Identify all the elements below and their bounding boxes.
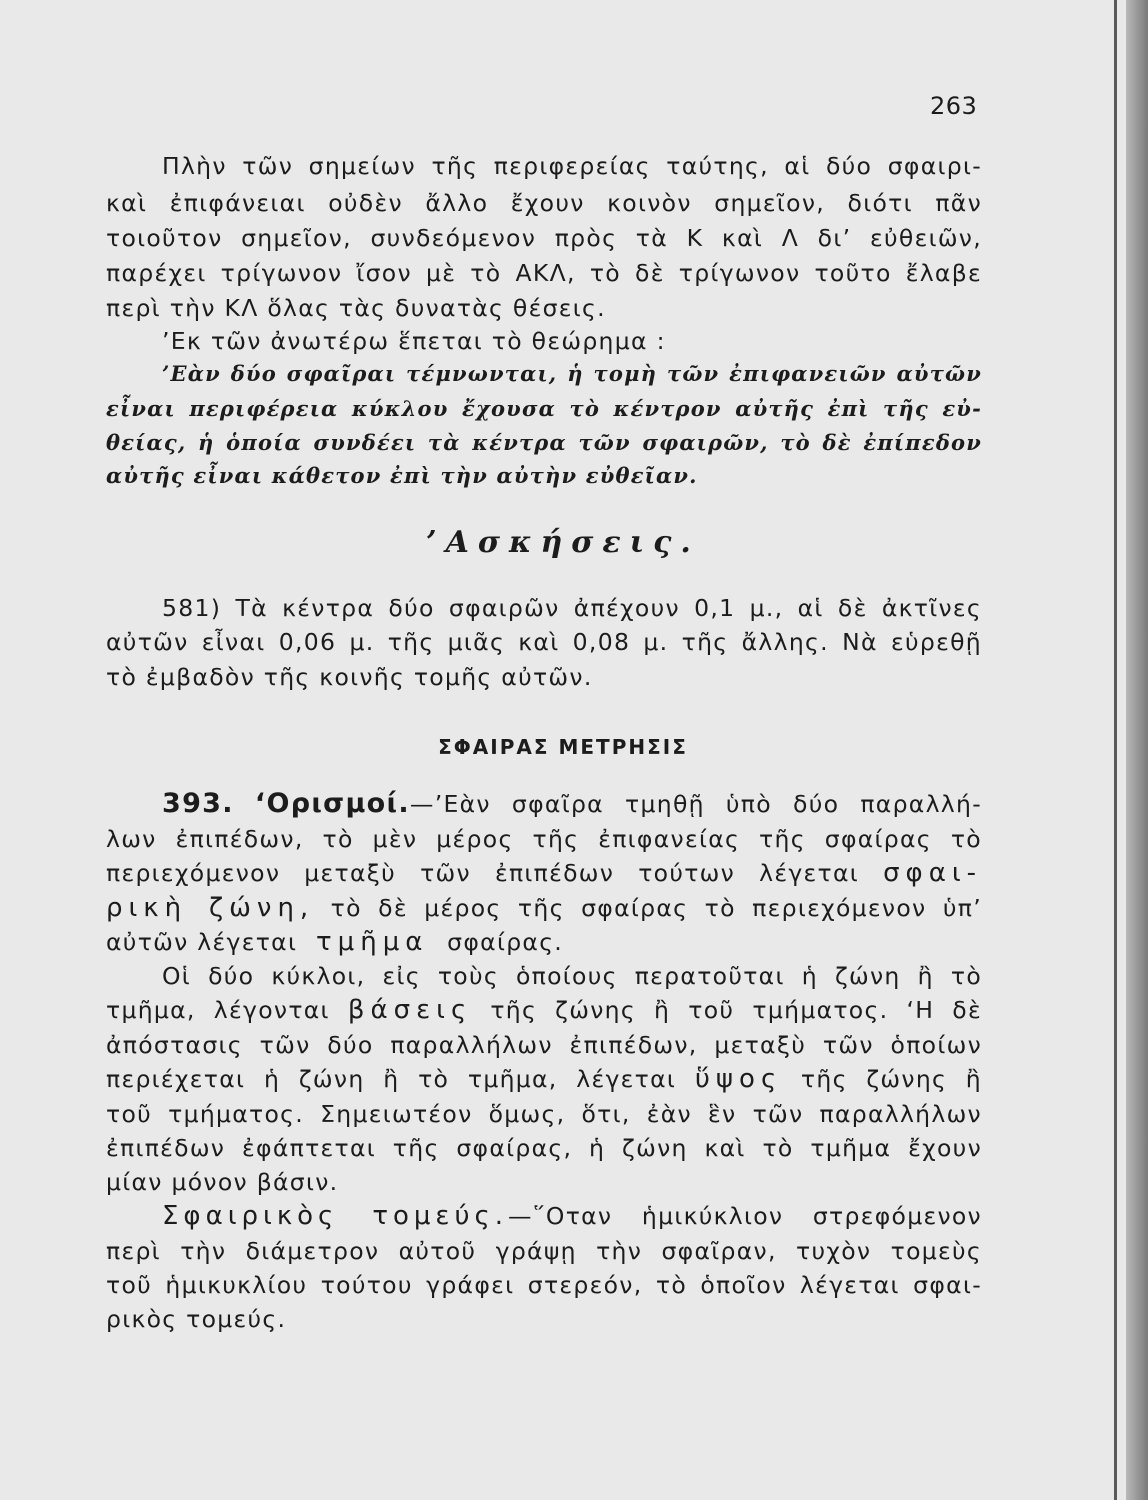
bases-line-2-rest: τῆς ζώνης ἢ τοῦ τμήματος. ‘Η δὲ [490, 996, 982, 1024]
exercises-heading: ’Ασκήσεις. [426, 525, 700, 560]
definitions-line-2: λων ἐπιπέδων, τὸ μὲν μέρος τῆς ἐπιφανείας τῆς σφαίρας τὸ [106, 825, 982, 853]
bases-line-6: ἐπιπέδων ἐφάπτεται τῆς σφαίρας, ἡ ζώνη καὶ τὸ τμῆμα ἔχουν [106, 1134, 982, 1162]
definitions-line-1 [162, 788, 982, 820]
bases-line-7: μίαν μόνον βάσιν. [106, 1168, 339, 1196]
sector-line-1 [162, 1200, 982, 1232]
page-number: 263 [930, 92, 978, 120]
sector-line-1-rest: —῞Οταν ἡμικύκλιον στρεφόμενον [508, 1202, 982, 1230]
term-bases: βάσεις [347, 995, 473, 1025]
bases-line-5: τοῦ τμήματος. Σημειωτέον ὅμως, ὅτι, ἐὰν ἓν τῶν παραλλήλων [106, 1100, 982, 1128]
definitions-title: ‘Ορισμοί. [254, 788, 410, 819]
sector-line-2: περὶ τὴν διάμετρον αὐτοῦ γράψῃ τὴν σφαῖραν, τυχὸν τομεὺς [106, 1237, 982, 1265]
definitions-line-3 [106, 857, 982, 889]
exercise-line-3: τὸ ἐμβαδὸν τῆς κοινῆς τομῆς αὐτῶν. [106, 663, 593, 691]
definitions-line-5 [106, 926, 563, 958]
bases-line-3: ἀπόστασις τῶν δύο παραλλήλων ἐπιπέδων, μεταξὺ τῶν ὁποίων [106, 1031, 982, 1059]
term-segment: τμῆμα [316, 927, 429, 957]
para1-line-5: περὶ τὴν ΚΛ ὅλας τὰς δυνατὰς θέσεις. [106, 294, 606, 322]
term-height: ὕψος [694, 1064, 783, 1094]
section-number: 393. [162, 788, 234, 819]
definitions-line-5-text: αὐτῶν λέγεται [106, 928, 298, 956]
definitions-line-4 [106, 892, 982, 924]
section-heading: ΣΦΑΙΡΑΣ ΜΕΤΡΗΣΙΣ [438, 735, 688, 759]
definitions-line-5-rest: σφαίρας. [447, 928, 564, 956]
sector-line-3: τοῦ ἡμικυκλίου τούτου γράφει στερεόν, τὸ ὁποῖον λέγεται σφαι- [106, 1271, 982, 1299]
term-spherical-zone-part2: ρικὴ ζώνη, [106, 893, 315, 923]
para1-line-3: τοιοῦτον σημεῖον, συνδεόμενον πρὸς τὰ Κ καὶ Λ δι’ εὐθειῶν, [106, 224, 982, 252]
definitions-line-1-rest: —’Εὰν σφαῖρα τμηθῇ ὑπὸ δύο παραλλή- [409, 790, 982, 818]
para1-line-1: Πλὴν τῶν σημείων τῆς περιφερείας ταύτης, αἱ δύο σφαιρι- [162, 152, 982, 180]
page-gutter-shadow [1126, 0, 1148, 1500]
theorem-line-3: θείας, ἡ ὁποία συνδέει τὰ κέντρα τῶν σφαιρῶν, τὸ δὲ ἐπίπεδον [106, 430, 982, 455]
theorem-intro: ’Εκ τῶν ἀνωτέρω ἕπεται τὸ θεώρημα : [162, 327, 666, 355]
theorem-line-1: ’Εὰν δύο σφαῖραι τέμνωνται, ἡ τομὴ τῶν ἐπιφανειῶν αὐτῶν [162, 361, 982, 386]
bases-line-2 [106, 994, 982, 1026]
exercise-line-1: 581) Τὰ κέντρα δύο σφαιρῶν ἀπέχουν 0,1 μ., αἱ δὲ ἀκτῖνες [162, 594, 982, 622]
exercise-line-2: αὐτῶν εἶναι 0,06 μ. τῆς μιᾶς καὶ 0,08 μ. τῆς ἄλλης. Νὰ εὑρεθῇ [106, 628, 982, 656]
theorem-line-2: εἶναι περιφέρεια κύκλου ἔχουσα τὸ κέντρον αὐτῆς ἐπὶ τῆς εὐ- [106, 396, 982, 421]
term-spherical-zone-part1: σφαι- [883, 858, 983, 888]
para1-line-4: παρέχει τρίγωνον ἴσον μὲ τὸ ΑΚΛ, τὸ δὲ τρίγωνον τοῦτο ἔλαβε [106, 259, 982, 287]
sector-line-4: ρικὸς τομεύς. [106, 1305, 287, 1333]
bases-line-4-rest: τῆς ζώνης ἢ [800, 1065, 982, 1093]
bases-line-4-text: περιέχεται ἡ ζώνη ἢ τὸ τμῆμα, λέγεται [106, 1065, 677, 1093]
bases-line-2-text: τμῆμα, λέγονται [106, 996, 330, 1024]
bases-line-4 [106, 1063, 982, 1095]
definitions-line-4-rest: τὸ δὲ μέρος τῆς σφαίρας τὸ περιεχόμενον ὑπ’ [330, 894, 982, 922]
bases-line-1: Οἱ δύο κύκλοι, εἰς τοὺς ὁποίους περατοῦται ἡ ζώνη ἢ τὸ [162, 962, 982, 990]
definitions-line-3-text: περιεχόμενον μεταξὺ τῶν ἐπιπέδων τούτων λέγεται [106, 859, 860, 887]
theorem-line-4: αὐτῆς εἶναι κάθετον ἐπὶ τὴν αὐτὴν εὐθεῖαν. [106, 463, 698, 488]
term-spherical-sector: Σφαιρικὸς τομεύς. [162, 1201, 509, 1231]
para1-line-2: καὶ ἐπιφάνειαι οὐδὲν ἄλλο ἔχουν κοινὸν σημεῖον, διότι πᾶν [106, 189, 982, 217]
